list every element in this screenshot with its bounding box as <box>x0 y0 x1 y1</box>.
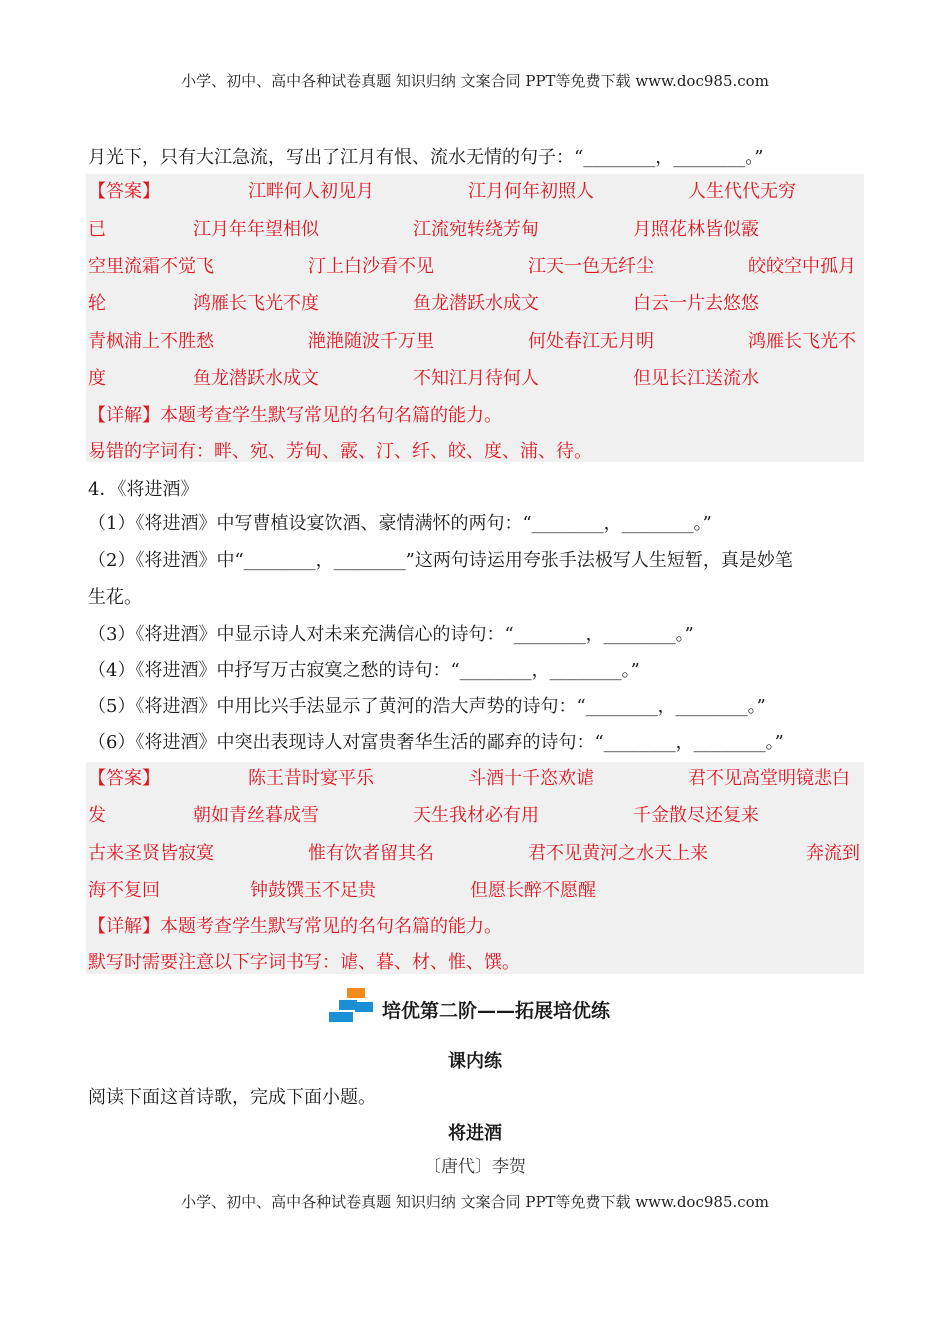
answer-1-row <box>88 365 864 393</box>
section-icon <box>329 988 375 1024</box>
answer-2-phrase: 古来圣贤皆寂寞 <box>88 843 214 864</box>
answer-1-phrase: 滟滟随波千万里 <box>308 331 434 352</box>
question-4-item-2: （2）《将进酒》中“________，________”这两句诗运用夸张手法极写人生短暂，真是妙笔 <box>88 550 793 571</box>
answer-1-phrase: 江天一色无纤尘 <box>528 256 654 277</box>
answer-1-row <box>88 178 864 206</box>
answer-1-label: 【答案】 <box>88 181 160 202</box>
answer-2-detail: 【详解】本题考查学生默写常见的名句名篇的能力。 <box>88 916 502 937</box>
answer-1-phrase: 鱼龙潜跃水成文 <box>193 368 319 389</box>
answer-1-phrase: 青枫浦上不胜愁 <box>88 331 214 352</box>
section-title: 培优第二阶——拓展培优练 <box>382 1000 611 1022</box>
answer-2-note: 默写时需要注意以下字词书写：谑、暮、材、惟、馔。 <box>88 952 520 973</box>
question-4-item-4: （4）《将进酒》中抒写万古寂寞之愁的诗句：“________，________。” <box>88 660 640 681</box>
answer-1-phrase: 江月何年初照人 <box>468 181 594 202</box>
answer-1-phrase: 已 <box>88 219 106 240</box>
answer-1-phrase: 江流宛转绕芳甸 <box>413 219 539 240</box>
poem-title: 将进酒 <box>448 1123 502 1144</box>
answer-1-phrase: 江月年年望相似 <box>193 219 319 240</box>
answer-block-2 <box>86 762 864 974</box>
answer-2-row <box>88 765 864 793</box>
answer-1-row <box>88 328 864 356</box>
answer-2-row <box>88 877 864 905</box>
answer-2-phrase: 君不见高堂明镜悲白 <box>688 768 850 789</box>
question-4-title: 4．《将进酒》 <box>88 479 199 500</box>
answer-1-row <box>88 253 864 281</box>
page-header: 小学、初中、高中各种试卷真题 知识归纳 文案合同 PPT等免费下载 www.doc985.com <box>181 72 769 90</box>
question-4-item-1: （1）《将进酒》中写曹植设宴饮酒、豪情满怀的两句：“________，________。” <box>88 513 712 534</box>
answer-1-row <box>88 290 864 318</box>
answer-2-phrase: 天生我材必有用 <box>413 805 539 826</box>
answer-1-phrase: 鱼龙潜跃水成文 <box>413 293 539 314</box>
answer-2-phrase: 但愿长醉不愿醒 <box>470 880 596 901</box>
answer-1-phrase: 不知江月待何人 <box>413 368 539 389</box>
answer-1-phrase: 月照花林皆似霰 <box>633 219 759 240</box>
answer-2-phrase: 朝如青丝暮成雪 <box>193 805 319 826</box>
answer-2-phrase: 斗酒十千恣欢谑 <box>468 768 594 789</box>
question-3-tail: 月光下，只有大江急流，写出了江月有恨、流水无情的句子：“________，________。” <box>88 147 764 168</box>
question-4-item-6: （6）《将进酒》中突出表现诗人对富贵奢华生活的鄙弃的诗句：“________，________。” <box>88 732 784 753</box>
question-4-item-5: （5）《将进酒》中用比兴手法显示了黄河的浩大声势的诗句：“________，________。” <box>88 696 766 717</box>
section-subtitle: 课内练 <box>448 1051 502 1072</box>
question-4-item-2-cont: 生花。 <box>88 587 142 608</box>
answer-2-phrase: 陈王昔时宴平乐 <box>248 768 374 789</box>
answer-2-phrase: 惟有饮者留其名 <box>308 843 434 864</box>
instruction: 阅读下面这首诗歌，完成下面小题。 <box>88 1087 376 1108</box>
answer-1-phrase: 鸿雁长飞光不度 <box>193 293 319 314</box>
answer-2-phrase: 奔流到 <box>806 843 860 864</box>
answer-2-phrase: 千金散尽还复来 <box>633 805 759 826</box>
answer-1-phrase: 空里流霜不觉飞 <box>88 256 214 277</box>
answer-1-phrase: 度 <box>88 368 106 389</box>
answer-2-phrase: 发 <box>88 805 106 826</box>
answer-2-row <box>88 802 864 830</box>
poem-author: 〔唐代〕李贺 <box>424 1157 526 1177</box>
answer-1-phrase: 江畔何人初见月 <box>248 181 374 202</box>
answer-1-detail: 【详解】本题考查学生默写常见的名句名篇的能力。 <box>88 405 502 426</box>
answer-1-phrase: 何处春江无月明 <box>528 331 654 352</box>
answer-1-note: 易错的字词有：畔、宛、芳甸、霰、汀、纤、皎、度、浦、待。 <box>88 441 592 462</box>
answer-1-phrase: 轮 <box>88 293 106 314</box>
answer-2-label: 【答案】 <box>88 768 160 789</box>
answer-2-phrase: 海不复回 <box>88 880 160 901</box>
answer-1-phrase: 白云一片去悠悠 <box>633 293 759 314</box>
answer-1-phrase: 人生代代无穷 <box>688 181 796 202</box>
answer-1-phrase: 但见长江送流水 <box>633 368 759 389</box>
answer-2-phrase: 钟鼓馔玉不足贵 <box>250 880 376 901</box>
answer-2-phrase: 君不见黄河之水天上来 <box>528 843 708 864</box>
page-footer: 小学、初中、高中各种试卷真题 知识归纳 文案合同 PPT等免费下载 www.doc985.com <box>181 1193 769 1211</box>
answer-2-row <box>88 840 864 868</box>
answer-1-phrase: 皎皎空中孤月 <box>748 256 856 277</box>
answer-1-phrase: 汀上白沙看不见 <box>308 256 434 277</box>
answer-1-row <box>88 216 864 244</box>
answer-1-phrase: 鸿雁长飞光不 <box>748 331 856 352</box>
question-4-item-3: （3）《将进酒》中显示诗人对未来充满信心的诗句：“________，________。” <box>88 624 694 645</box>
